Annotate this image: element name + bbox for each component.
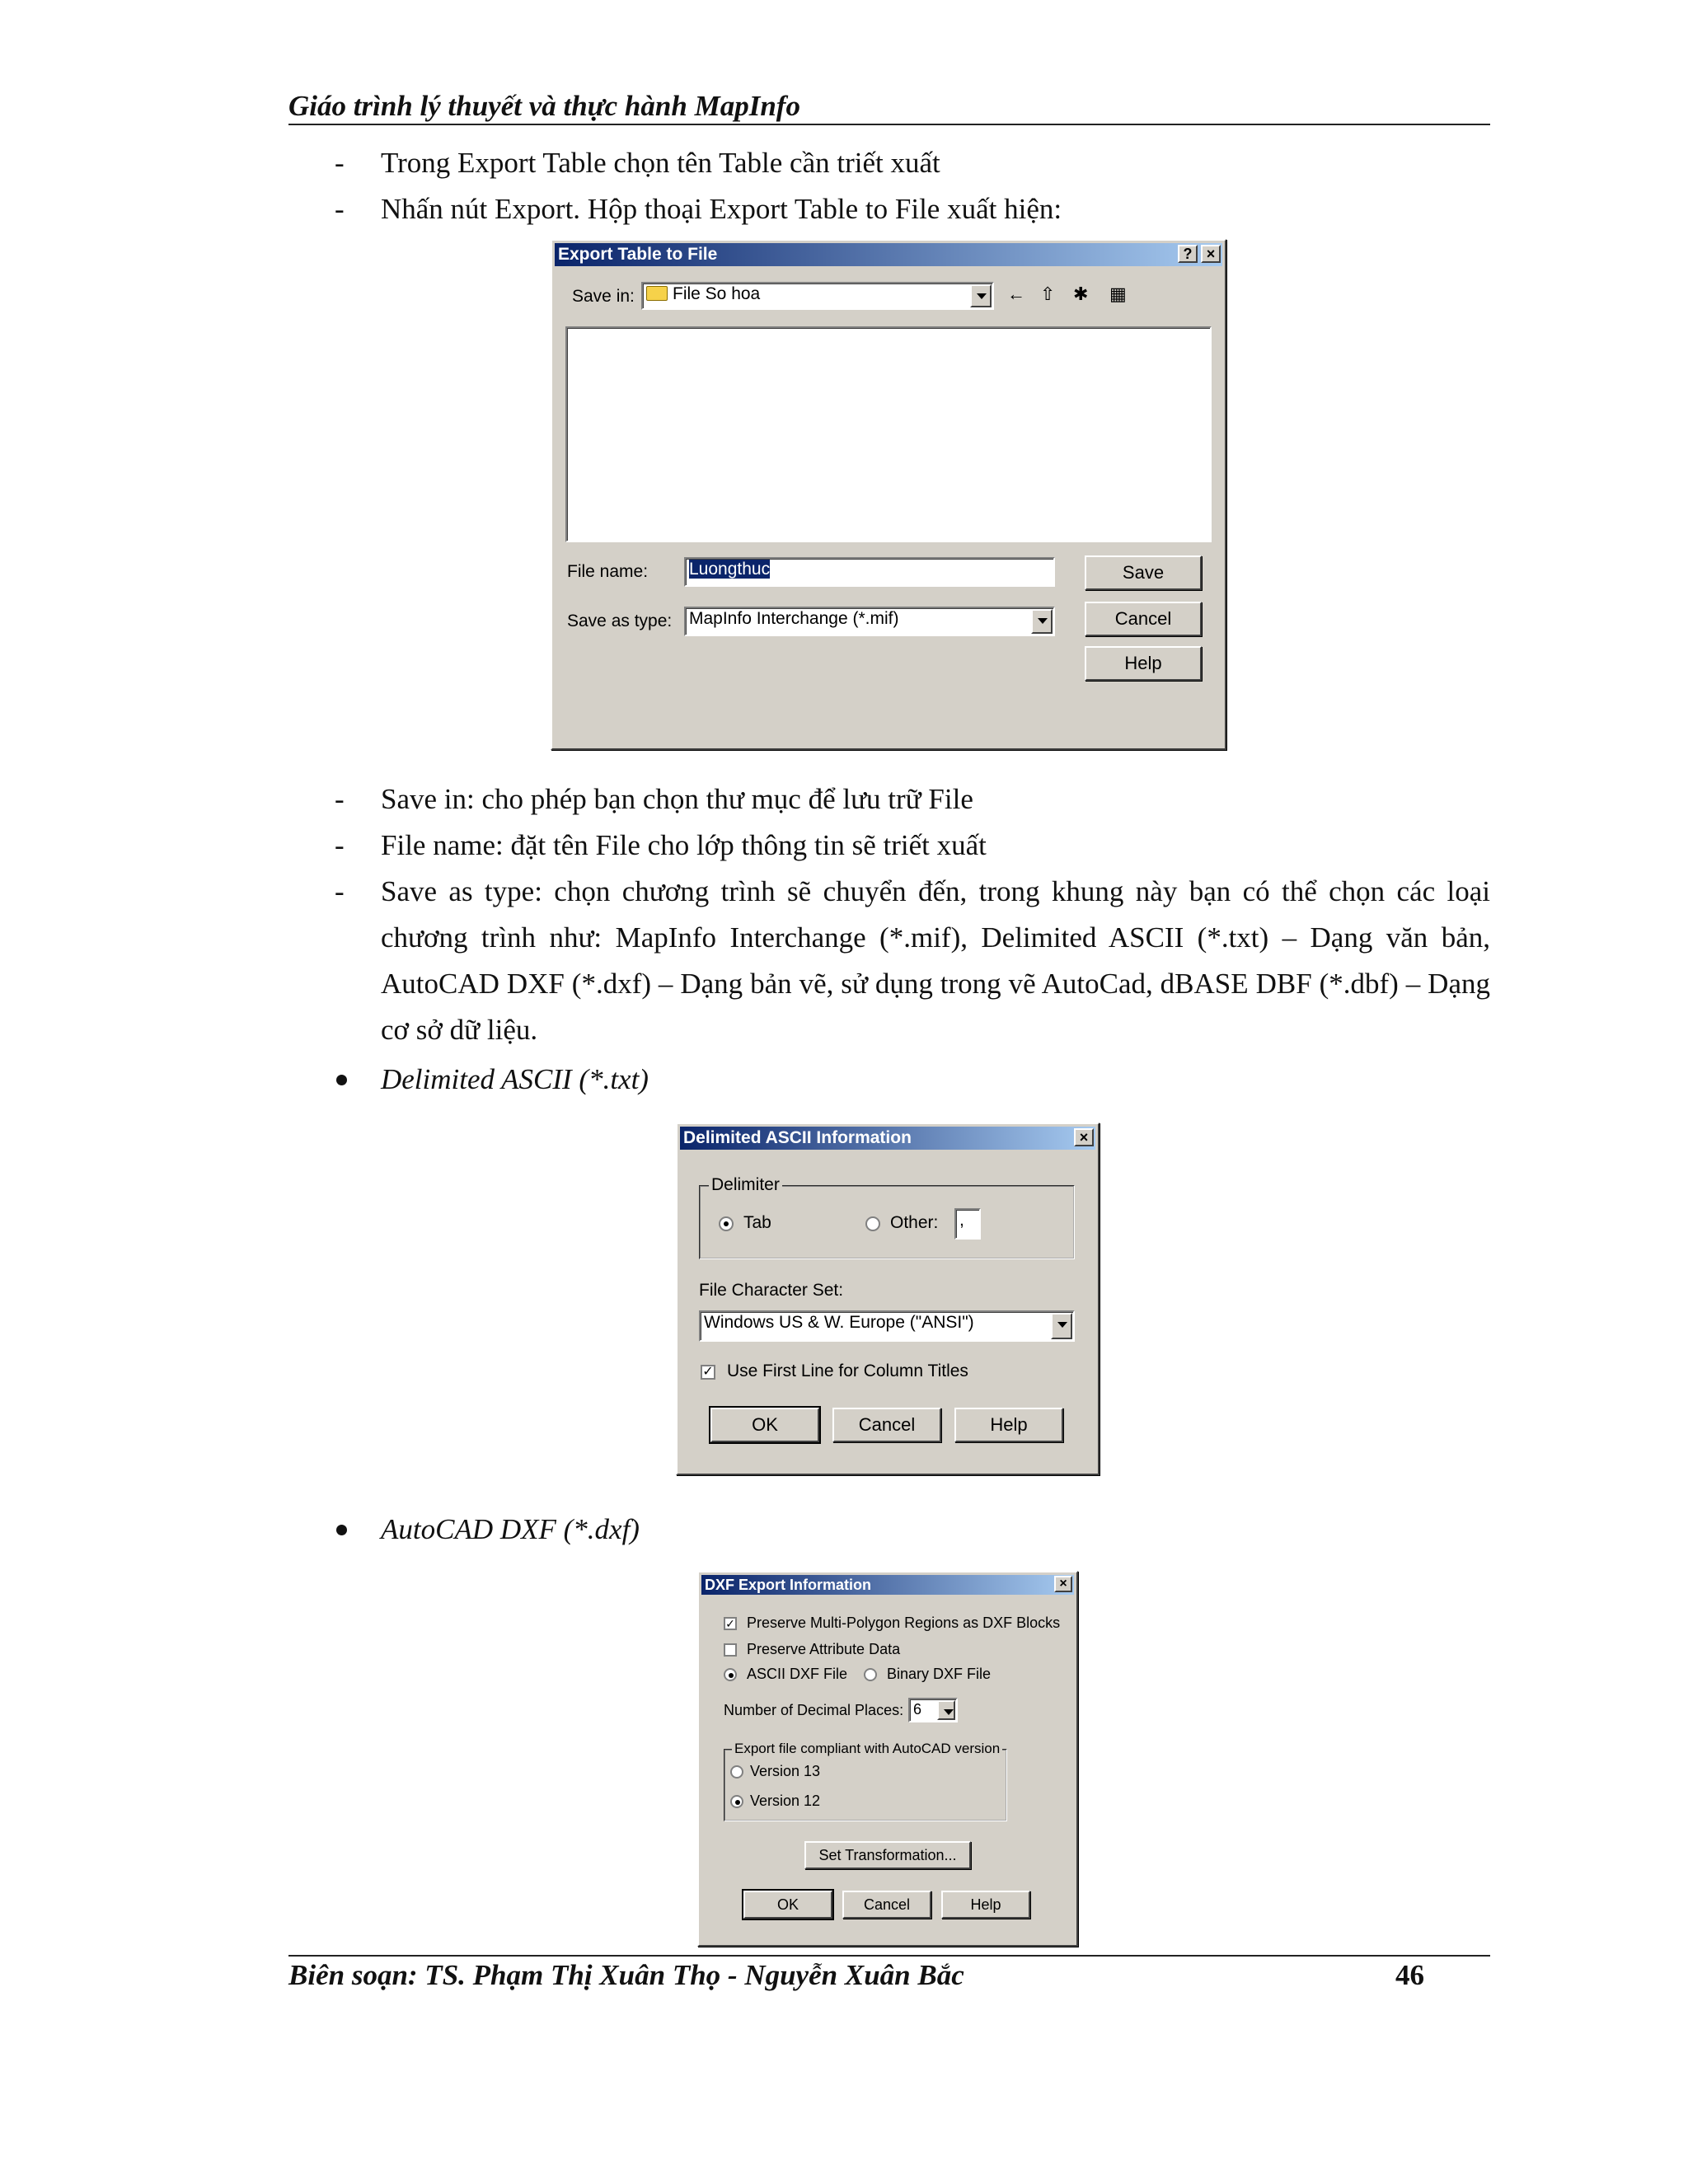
version-13-radio[interactable] [730, 1765, 743, 1779]
back-icon[interactable]: ← [1007, 284, 1025, 304]
other-delimiter-input[interactable]: , [954, 1208, 981, 1240]
bullet-item [288, 1057, 1490, 1103]
close-icon[interactable]: × [1201, 245, 1221, 263]
file-name-value: Luongthuc [689, 560, 771, 579]
close-icon[interactable]: × [1054, 1576, 1072, 1592]
help-button[interactable]: Help [954, 1408, 1063, 1442]
help-icon[interactable]: ? [1178, 245, 1198, 263]
preserve-multipolygon-checkbox[interactable]: ✓ [724, 1617, 737, 1630]
bullet-icon [336, 1525, 347, 1535]
dxf-dialog-titlebar [701, 1575, 1074, 1595]
running-header: Giáo trình lý thuyết và thực hành MapInfo [288, 89, 1490, 125]
first-line-checkbox[interactable]: ✓ [701, 1365, 715, 1380]
chevron-down-icon[interactable] [1051, 1313, 1072, 1339]
dxf-dialog-title: DXF Export Information [705, 1577, 871, 1593]
charset-dropdown[interactable] [699, 1310, 1075, 1342]
close-icon[interactable]: × [1074, 1128, 1094, 1146]
ascii-dxf-radio[interactable] [724, 1668, 737, 1681]
decimal-places-dropdown[interactable] [908, 1698, 958, 1722]
ascii-dialog-titlebar [680, 1127, 1095, 1150]
autocad-version-group [724, 1741, 1007, 1821]
list-item [288, 823, 1490, 869]
save-in-dropdown[interactable] [641, 282, 994, 310]
up-folder-icon[interactable]: ⇧ [1040, 284, 1056, 304]
dash-marker: - [335, 875, 345, 907]
tab-radio[interactable] [719, 1216, 734, 1231]
delimiter-group [699, 1175, 1075, 1259]
charset-value: Windows US & W. Europe ("ANSI") [704, 1313, 974, 1332]
save-in-value: File So hoa [673, 284, 761, 303]
list-item-text: File name: đặt tên File cho lớp thông tin sẽ triết xuất [381, 829, 987, 861]
version-13-label: Version 13 [750, 1763, 821, 1779]
dash-marker: - [335, 829, 345, 861]
preserve-attribute-label: Preserve Attribute Data [747, 1641, 901, 1657]
footer-author: Biên soạn: TS. Phạm Thị Xuân Thọ - Nguyễn Xuân Bắc [288, 1959, 964, 1991]
bullet-text: AutoCAD DXF (*.dxf) [381, 1513, 640, 1545]
preserve-multipolygon-label: Preserve Multi-Polygon Regions as DXF Blocks [747, 1615, 1061, 1631]
dash-marker: - [335, 783, 345, 815]
list-item-text: Trong Export Table chọn tên Table cần triết xuất [381, 147, 940, 179]
cancel-button[interactable]: Cancel [1085, 602, 1202, 636]
page-number: 46 [1395, 1959, 1424, 1991]
charset-label: File Character Set: [699, 1281, 844, 1300]
dash-marker: - [335, 193, 345, 225]
decimal-places-value: 6 [913, 1701, 922, 1718]
save-button[interactable]: Save [1085, 555, 1202, 590]
tab-label: Tab [743, 1213, 771, 1232]
list-item-text: Save in: cho phép bạn chọn thư mục để lưu trữ File [381, 783, 973, 815]
file-name-input[interactable] [684, 557, 1055, 587]
help-button[interactable]: Help [941, 1891, 1030, 1919]
dash-marker: - [335, 147, 345, 179]
bullet-text: Delimited ASCII (*.txt) [381, 1063, 649, 1095]
bullet-item [288, 1507, 1490, 1553]
ok-button[interactable]: OK [743, 1891, 832, 1919]
other-label: Other: [890, 1213, 939, 1232]
export-dialog-titlebar [555, 243, 1222, 266]
list-item-text: Save as type: chọn chương trình sẽ chuyển đến, trong khung này bạn có thể chọn các loại chương trình như: MapInfo Interchange (*.mif), Delimited ASCII (*.txt) – Dạng văn bản, AutoCAD DXF (*.dxf) – Dạng bản vẽ, sử dụng trong vẽ AutoCad, dBASE DBF (*.dbf) – Dạng cơ sở dữ liệu. [381, 875, 1490, 1046]
version-12-label: Version 12 [750, 1793, 821, 1809]
list-item [288, 776, 1490, 823]
file-name-label: File name: [567, 562, 649, 581]
chevron-down-icon[interactable] [970, 284, 992, 307]
help-button[interactable]: Help [1085, 646, 1202, 681]
ascii-dialog-title: Delimited ASCII Information [683, 1128, 912, 1147]
dxf-export-dialog [697, 1571, 1078, 1947]
file-list-pane[interactable] [565, 326, 1212, 542]
chevron-down-icon[interactable] [937, 1700, 955, 1720]
chevron-down-icon[interactable] [1031, 609, 1053, 634]
folder-icon [646, 286, 668, 301]
export-table-dialog [551, 239, 1226, 750]
set-transformation-button[interactable]: Set Transformation... [804, 1841, 971, 1869]
cancel-button[interactable]: Cancel [842, 1891, 931, 1919]
other-radio[interactable] [865, 1216, 880, 1231]
new-folder-icon[interactable]: ✱ [1073, 284, 1089, 304]
preserve-attribute-checkbox[interactable] [724, 1643, 737, 1657]
list-item [288, 140, 1490, 186]
list-item [288, 186, 1490, 232]
export-dialog-title: Export Table to File [558, 245, 718, 264]
save-type-label: Save as type: [567, 612, 673, 630]
ok-button[interactable]: OK [710, 1408, 819, 1442]
binary-dxf-radio[interactable] [864, 1668, 877, 1681]
save-type-dropdown[interactable] [684, 607, 1055, 636]
delimited-ascii-dialog [676, 1122, 1100, 1475]
save-type-value: MapInfo Interchange (*.mif) [689, 609, 899, 628]
decimal-places-label: Number of Decimal Places: [724, 1702, 904, 1718]
delimiter-legend: Delimiter [709, 1175, 782, 1195]
view-menu-icon[interactable]: ▦ [1109, 284, 1127, 304]
list-item-text: Nhấn nút Export. Hộp thoại Export Table to File xuất hiện: [381, 193, 1062, 225]
first-line-label: Use First Line for Column Titles [727, 1361, 968, 1380]
list-item [288, 869, 1490, 1053]
cancel-button[interactable]: Cancel [832, 1408, 941, 1442]
binary-dxf-label: Binary DXF File [887, 1666, 992, 1682]
running-footer [288, 1955, 1490, 1994]
autocad-version-legend: Export file compliant with AutoCAD version [732, 1741, 1002, 1757]
save-in-label: Save in: [572, 287, 635, 306]
ascii-dxf-label: ASCII DXF File [747, 1666, 848, 1682]
version-12-radio[interactable] [730, 1795, 743, 1808]
bullet-icon [336, 1075, 347, 1085]
